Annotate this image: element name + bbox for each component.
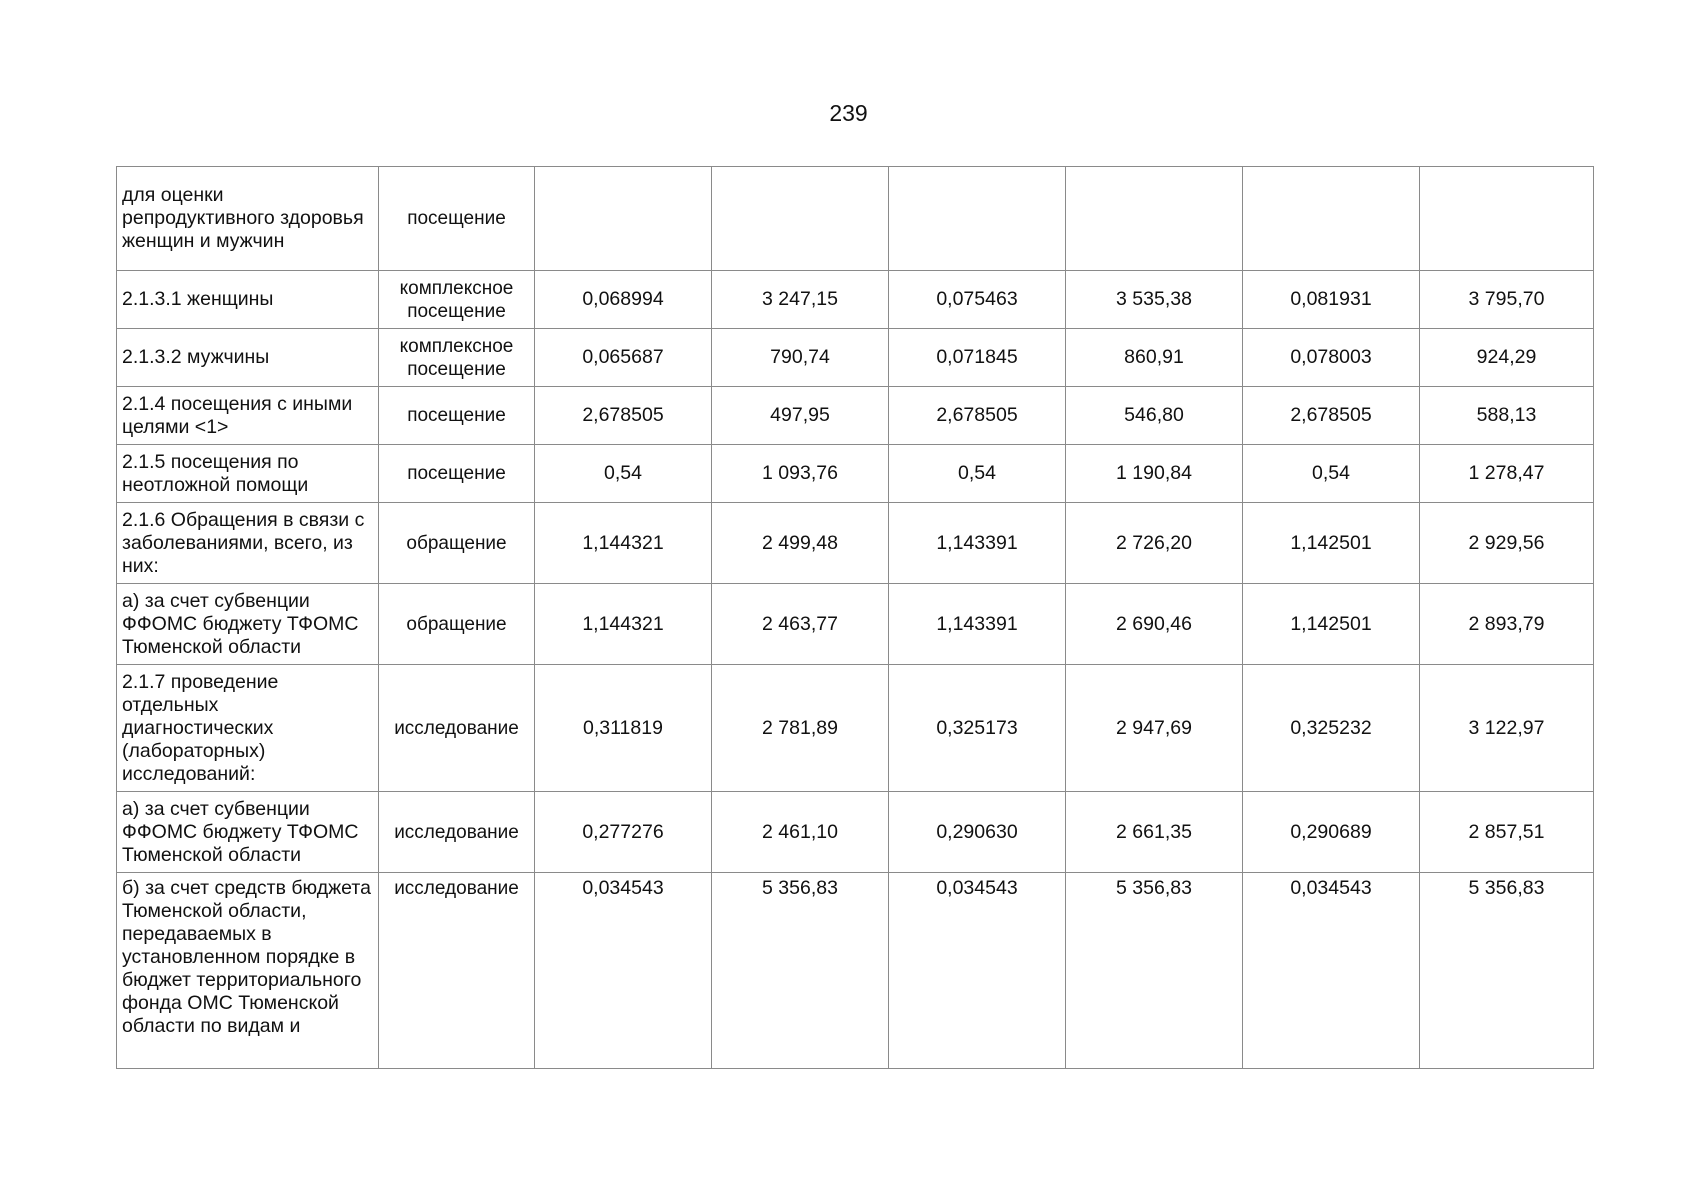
row-name: а) за счет субвенции ФФОМС бюджету ТФОМС Тюменской области xyxy=(117,584,379,665)
cell-value: 1,144321 xyxy=(535,584,712,665)
cell-value xyxy=(1420,167,1594,271)
row-unit: комплексное посещение xyxy=(379,329,535,387)
row-unit: посещение xyxy=(379,387,535,445)
cell-value: 0,065687 xyxy=(535,329,712,387)
row-unit: исследование xyxy=(379,792,535,873)
cell-value: 0,068994 xyxy=(535,271,712,329)
cell-value: 0,325173 xyxy=(889,665,1066,792)
cell-value: 3 122,97 xyxy=(1420,665,1594,792)
table-row xyxy=(117,329,1594,387)
row-name: 2.1.3.1 женщины xyxy=(117,271,379,329)
cell-value: 2,678505 xyxy=(889,387,1066,445)
cell-value: 1,142501 xyxy=(1243,584,1420,665)
cell-value: 2 781,89 xyxy=(712,665,889,792)
cell-value xyxy=(1066,167,1243,271)
cell-value: 924,29 xyxy=(1420,329,1594,387)
cell-value: 2 947,69 xyxy=(1066,665,1243,792)
row-name: для оценки репродуктивного здоровья женщин и мужчин xyxy=(117,167,379,271)
cell-value: 2,678505 xyxy=(535,387,712,445)
cell-value: 2 661,35 xyxy=(1066,792,1243,873)
row-name: б) за счет средств бюджета Тюменской области, передаваемых в установленном порядке в бюджет территориального фонда ОМС Тюменской области по видам и xyxy=(117,873,379,1069)
cell-value: 0,54 xyxy=(889,445,1066,503)
cell-value: 1 278,47 xyxy=(1420,445,1594,503)
cell-value: 860,91 xyxy=(1066,329,1243,387)
cell-value: 2 461,10 xyxy=(712,792,889,873)
table-row xyxy=(117,792,1594,873)
cell-value: 790,74 xyxy=(712,329,889,387)
cell-value: 0,325232 xyxy=(1243,665,1420,792)
cell-value: 0,290689 xyxy=(1243,792,1420,873)
row-unit: посещение xyxy=(379,445,535,503)
row-name: 2.1.6 Обращения в связи с заболеваниями, всего, из них: xyxy=(117,503,379,584)
table-row xyxy=(117,271,1594,329)
row-name: 2.1.4 посещения с иными целями <1> xyxy=(117,387,379,445)
row-name: 2.1.7 проведение отдельных диагностических (лабораторных) исследований: xyxy=(117,665,379,792)
row-unit: комплексное посещение xyxy=(379,271,535,329)
cell-value: 0,54 xyxy=(1243,445,1420,503)
data-table xyxy=(116,166,1594,1069)
row-unit: исследование xyxy=(379,665,535,792)
cell-value: 2 726,20 xyxy=(1066,503,1243,584)
row-unit: посещение xyxy=(379,167,535,271)
cell-value: 2 463,77 xyxy=(712,584,889,665)
page-number: 239 xyxy=(829,100,868,126)
cell-value xyxy=(535,167,712,271)
cell-value: 5 356,83 xyxy=(1066,873,1243,1069)
table-row xyxy=(117,503,1594,584)
cell-value: 0,290630 xyxy=(889,792,1066,873)
cell-value: 2 893,79 xyxy=(1420,584,1594,665)
table-row xyxy=(117,167,1594,271)
row-name: 2.1.5 посещения по неотложной помощи xyxy=(117,445,379,503)
cell-value xyxy=(889,167,1066,271)
cell-value: 0,071845 xyxy=(889,329,1066,387)
row-unit: обращение xyxy=(379,503,535,584)
row-unit: исследование xyxy=(379,873,535,1069)
cell-value: 588,13 xyxy=(1420,387,1594,445)
cell-value: 2 929,56 xyxy=(1420,503,1594,584)
cell-value xyxy=(712,167,889,271)
row-name: 2.1.3.2 мужчины xyxy=(117,329,379,387)
cell-value: 1 093,76 xyxy=(712,445,889,503)
cell-value: 0,54 xyxy=(535,445,712,503)
cell-value: 0,078003 xyxy=(1243,329,1420,387)
cell-value: 1,142501 xyxy=(1243,503,1420,584)
cell-value: 0,311819 xyxy=(535,665,712,792)
cell-value: 3 247,15 xyxy=(712,271,889,329)
cell-value: 2,678505 xyxy=(1243,387,1420,445)
cell-value: 0,034543 xyxy=(535,873,712,1069)
cell-value: 1,143391 xyxy=(889,584,1066,665)
cell-value: 0,081931 xyxy=(1243,271,1420,329)
cell-value: 0,277276 xyxy=(535,792,712,873)
row-unit: обращение xyxy=(379,584,535,665)
cell-value: 5 356,83 xyxy=(1420,873,1594,1069)
cell-value: 497,95 xyxy=(712,387,889,445)
table-row xyxy=(117,873,1594,1069)
cell-value: 546,80 xyxy=(1066,387,1243,445)
cell-value: 0,075463 xyxy=(889,271,1066,329)
cell-value: 1,143391 xyxy=(889,503,1066,584)
cell-value: 0,034543 xyxy=(1243,873,1420,1069)
cell-value: 2 499,48 xyxy=(712,503,889,584)
table-row xyxy=(117,584,1594,665)
table-row xyxy=(117,665,1594,792)
cell-value: 3 535,38 xyxy=(1066,271,1243,329)
table-row xyxy=(117,387,1594,445)
cell-value xyxy=(1243,167,1420,271)
cell-value: 2 857,51 xyxy=(1420,792,1594,873)
table-row xyxy=(117,445,1594,503)
cell-value: 1 190,84 xyxy=(1066,445,1243,503)
cell-value: 1,144321 xyxy=(535,503,712,584)
cell-value: 2 690,46 xyxy=(1066,584,1243,665)
cell-value: 3 795,70 xyxy=(1420,271,1594,329)
cell-value: 0,034543 xyxy=(889,873,1066,1069)
row-name: а) за счет субвенции ФФОМС бюджету ТФОМС Тюменской области xyxy=(117,792,379,873)
cell-value: 5 356,83 xyxy=(712,873,889,1069)
